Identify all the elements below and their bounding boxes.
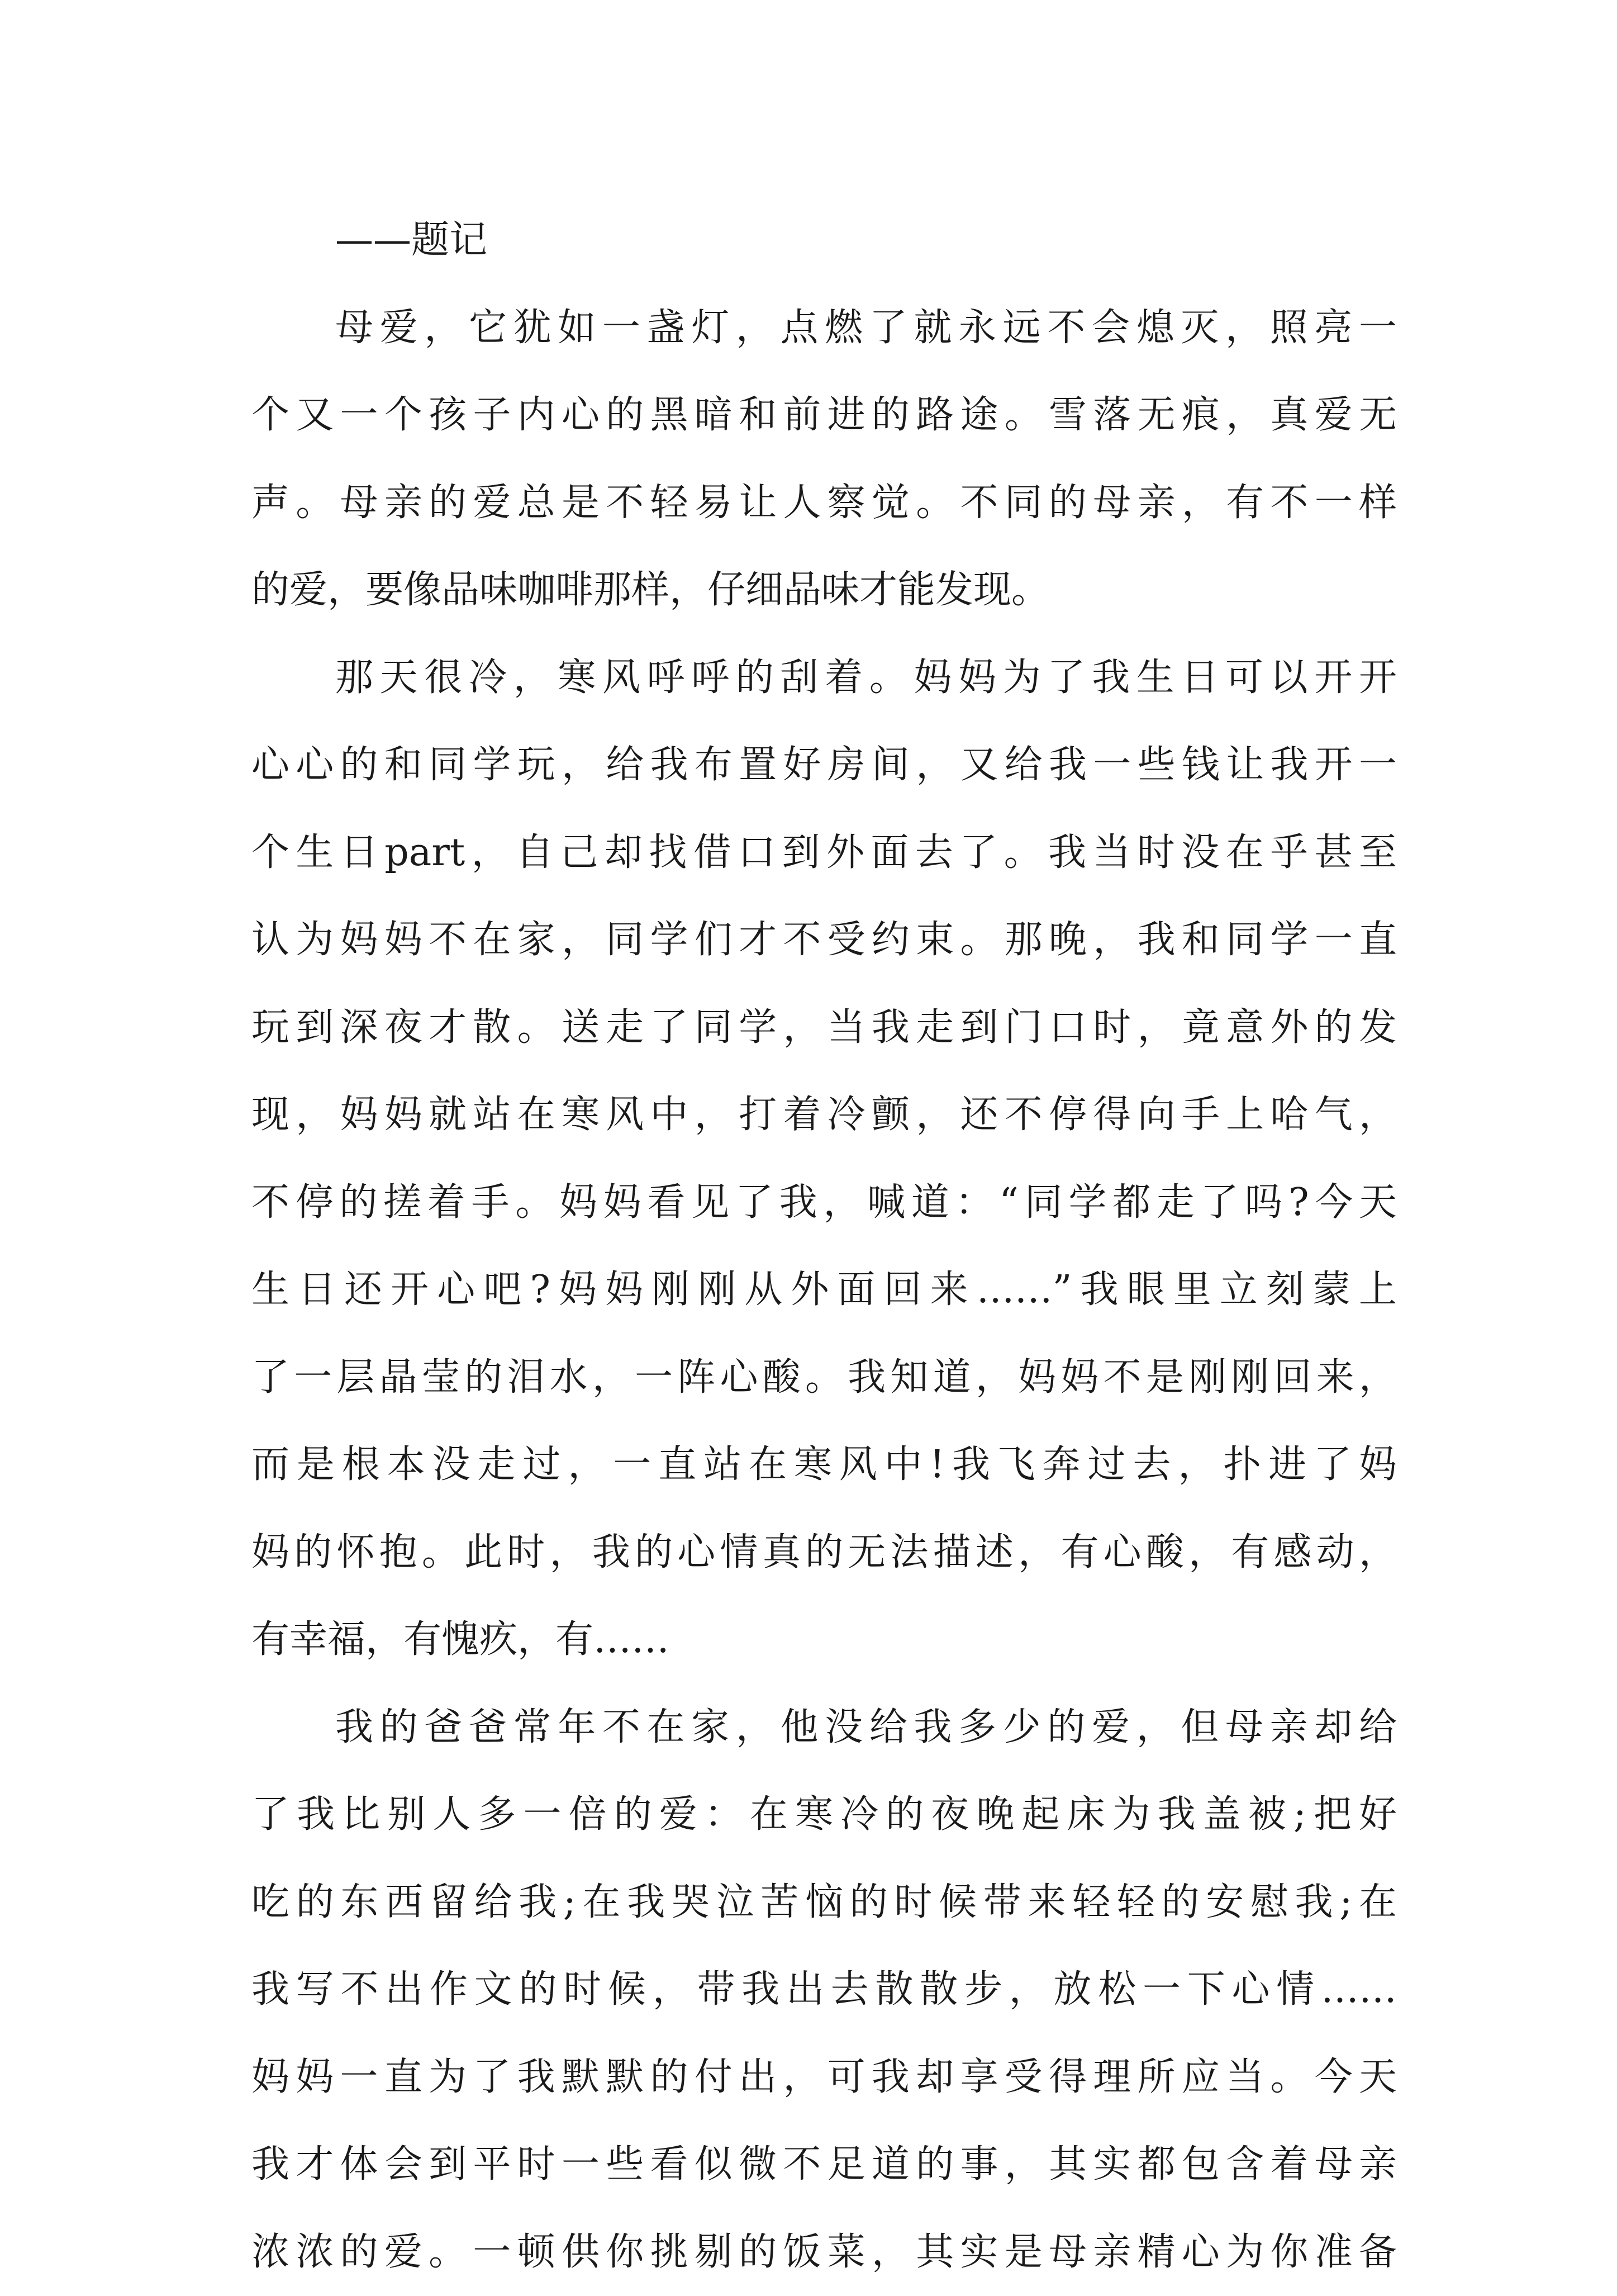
text-line: 有幸福，有愧疚，有…… — [251, 1596, 1397, 1684]
text-line: 我的爸爸常年不在家，他没给我多少的爱，但母亲却给 — [251, 1684, 1397, 1772]
text-line: 而是根本没走过，一直站在寒风中!我飞奔过去，扑进了妈 — [251, 1421, 1397, 1509]
epigraph-attribution: ——题记 — [251, 197, 1397, 284]
text-line: 吃的东西留给我;在我哭泣苦恼的时候带来轻轻的安慰我;在 — [251, 1859, 1397, 1947]
text-line: 个生日part，自己却找借口到外面去了。我当时没在乎甚至 — [251, 809, 1397, 897]
text-line: 不停的搓着手。妈妈看见了我，喊道：“同学都走了吗?今天 — [251, 1159, 1397, 1247]
text-line: 了我比别人多一倍的爱：在寒冷的夜晚起床为我盖被;把好 — [251, 1771, 1397, 1859]
text-line: 的爱，要像品味咖啡那样，仔细品味才能发现。 — [251, 547, 1397, 634]
text-line: 玩到深夜才散。送走了同学，当我走到门口时，竟意外的发 — [251, 984, 1397, 1072]
text-line: 浓浓的爱。一顿供你挑剔的饭菜，其实是母亲精心为你准备 — [251, 2209, 1397, 2296]
text-line: 生日还开心吧?妈妈刚刚从外面回来……”我眼里立刻蒙上 — [251, 1246, 1397, 1334]
document-body — [251, 197, 1397, 2296]
text-line: 了一层晶莹的泪水，一阵心酸。我知道，妈妈不是刚刚回来， — [251, 1334, 1397, 1422]
text-line: 个又一个孩子内心的黑暗和前进的路途。雪落无痕，真爱无 — [251, 372, 1397, 459]
text-line: 声。母亲的爱总是不轻易让人察觉。不同的母亲，有不一样 — [251, 459, 1397, 547]
text-line: 我写不出作文的时候，带我出去散散步，放松一下心情…… — [251, 1946, 1397, 2034]
text-line: 心心的和同学玩，给我布置好房间，又给我一些钱让我开一 — [251, 722, 1397, 809]
text-line: 现，妈妈就站在寒风中，打着冷颤，还不停得向手上哈气， — [251, 1071, 1397, 1159]
text-line: 妈妈一直为了我默默的付出，可我却享受得理所应当。今天 — [251, 2034, 1397, 2122]
text-line: 母爱，它犹如一盏灯，点燃了就永远不会熄灭，照亮一 — [251, 284, 1397, 372]
text-line: 妈的怀抱。此时，我的心情真的无法描述，有心酸，有感动， — [251, 1509, 1397, 1597]
text-line: 那天很冷，寒风呼呼的刮着。妈妈为了我生日可以开开 — [251, 634, 1397, 722]
text-line: 我才体会到平时一些看似微不足道的事，其实都包含着母亲 — [251, 2121, 1397, 2209]
text-line: 认为妈妈不在家，同学们才不受约束。那晚，我和同学一直 — [251, 896, 1397, 984]
